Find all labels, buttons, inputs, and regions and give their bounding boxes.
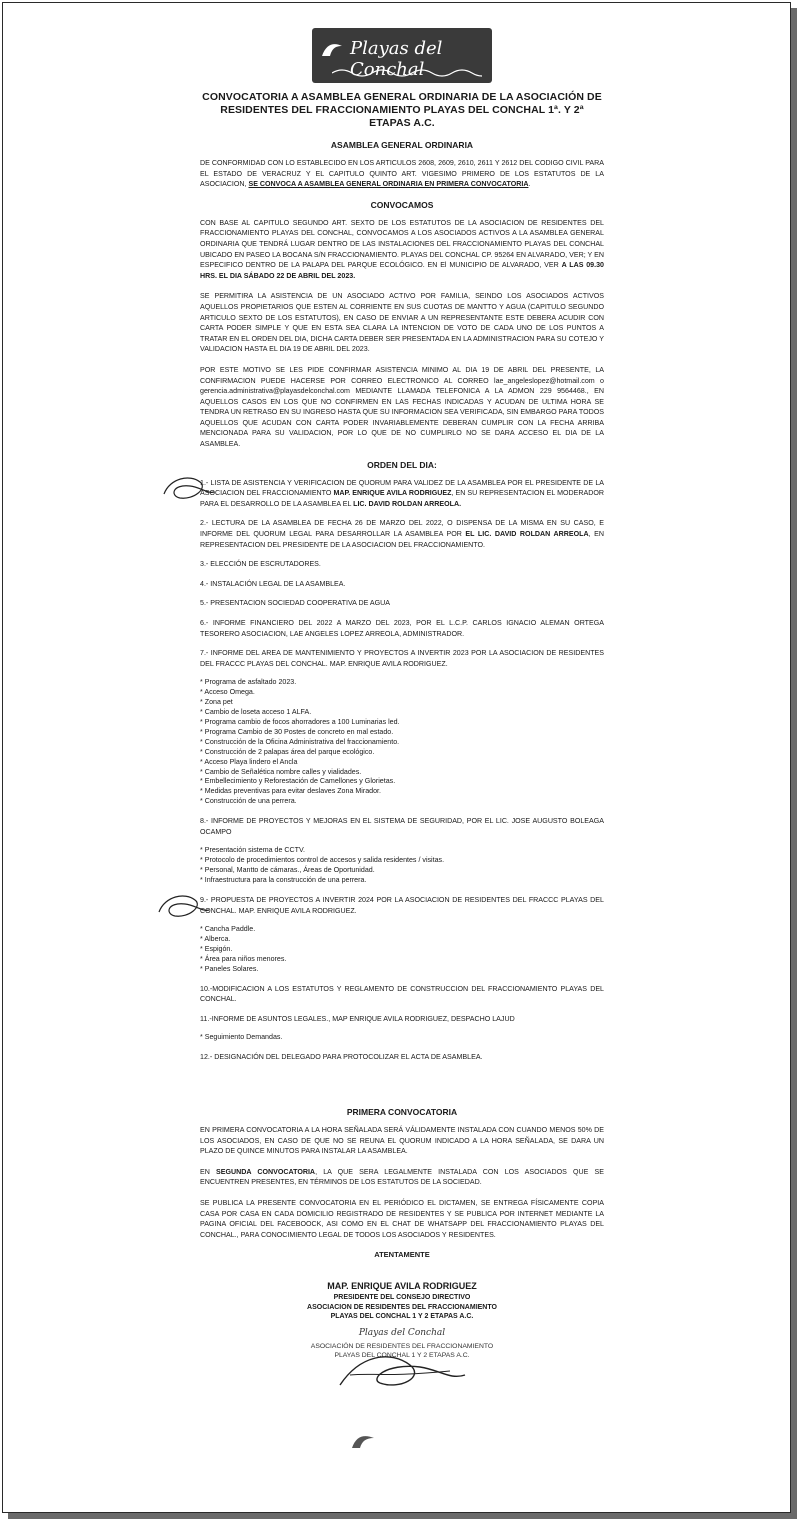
agenda-item-5: 5.- PRESENTACION SOCIEDAD COOPERATIVA DE AGUA	[200, 599, 390, 608]
agenda-item-8-bullets	[200, 846, 604, 886]
agenda-item-7: 7.- INFORME DEL AREA DE MANTENIMIENTO Y PROYECTOS A INVERTIR 2023 POR LA ASOCIACION DE RESIDENTES DEL FRACCC PLAYAS DEL CONCHAL. MAP. ENRIQUE AVILA RODRIGUEZ.	[200, 649, 604, 668]
stamp-line-2: PLAYAS DEL CONCHAL 1 Y 2 ETAPAS A.C.	[334, 1351, 470, 1359]
list-item: * Paneles Solares.	[200, 965, 604, 975]
logo-text: Playas del Conchal	[350, 38, 443, 80]
attentamente-label: ATENTAMENTE	[374, 1250, 430, 1260]
list-item: * Construcción de la Oficina Administrativa del fraccionamiento.	[200, 738, 604, 748]
document-page	[200, 20, 604, 1360]
paragraph-asistencia: SE PERMITIRA LA ASISTENCIA DE UN ASOCIADO ACTIVO POR FAMILIA, SEINDO LOS ASOCIADOS ACTIVOS AQUELLOS PROPIETARIOS QUE ESTEN AL CORRIENTE EN SUS CUOTAS DE MANTTO Y AGUA (CAPITULO SEGUNDO ARTICULO SEXTO DE LOS ESTATUTOS), EN CASO DE ENVIAR A UN REPRESENTANTE ESTE DEBERA ACUDIR CON CARTA PODER SIMPLE Y QUE EN ESTA SEA CLARA LA INTENCION DE VOTO DE CADA UNO DE LOS PUNTOS A TRATAR EN EL ORDEN DEL DIA, DICHA CARTA DEBER SER PRESENTADA EN LA ADMINISTRACION PARA SU COTEJO Y VALIDACION HASTA EL DIA 19 DE ABRIL DEL 2023.	[200, 292, 604, 354]
pelican-icon	[320, 38, 344, 62]
signatory-name: MAP. ENRIQUE AVILA RODRIGUEZ	[327, 1281, 477, 1292]
main-signature-icon	[330, 1345, 470, 1395]
agenda-item-6: 6.- INFORME FINANCIERO DEL 2022 A MARZO DEL 2023, POR EL L.C.P. CARLOS IGNACIO ALEMAN ORTEGA TESORERO ASOCIACION, LAE ANGELES LOPEZ ARREOLA, ADMINISTRADOR.	[200, 619, 604, 638]
agenda-item-9: 9.- PROPUESTA DE PROYECTOS A INVERTIR 2024 POR LA ASOCIACION DE RESIDENTES DEL FRACCC PLAYAS DEL CONCHAL. MAP. ENRIQUE AVILA RODRIGUEZ.	[200, 895, 604, 915]
agenda-item-11-bullets	[200, 1033, 604, 1043]
list-item: * Programa Cambio de 30 Postes de concreto en mal estado.	[200, 728, 604, 738]
signatory-title: PRESIDENTE DEL CONSEJO DIRECTIVO	[333, 1294, 471, 1302]
agenda-item-11: 11.-INFORME DE ASUNTOS LEGALES., MAP ENRIQUE AVILA RODRIGUEZ, DESPACHO LAJUD	[200, 1014, 515, 1023]
list-item: * Medidas preventivas para evitar deslaves Zona Mirador.	[200, 787, 604, 797]
signatory-organization: ASOCIACION DE RESIDENTES DEL FRACCIONAMIENTO	[307, 1303, 497, 1311]
list-item: * Alberca.	[200, 935, 604, 945]
initials-signature-icon	[160, 472, 216, 504]
paragraph-primera-convocatoria: EN PRIMERA CONVOCATORIA A LA HORA SEÑALADA SERÁ VÁLIDAMENTE INSTALADA CON CUANDO MENOS 50% DE LOS ASOCIADOS, EN CASO DE QUE NO SE REUNA EL QUORUM INDICADO A LA HORA SEÑALADA, SE DARA UN PLAZO DE QUINCE MINUTOS PARA INSTALAR LA ASAMBLEA.	[200, 1125, 604, 1156]
paragraph-segunda-convocatoria: EN SEGUNDA CONVOCATORIA, LA QUE SERA LEGALMENTE INSTALADA CON LOS ASOCIADOS QUE SE ENCUENTREN PRESENTES, EN TÉRMINOS DE LOS ESTATUTOS DE LA SOCIEDAD.	[200, 1167, 604, 1187]
list-item: * Infraestructura para la construcción de una perrera.	[200, 876, 604, 886]
heading-primera-convocatoria: PRIMERA CONVOCATORIA	[346, 1106, 458, 1117]
list-item: * Acceso Playa lindero el Ancla	[200, 758, 604, 768]
logo-playas-del-conchal	[312, 28, 492, 83]
signature-block	[200, 1250, 604, 1360]
heading-asamblea: ASAMBLEA GENERAL ORDINARIA	[330, 140, 474, 150]
signatory-organization-2: PLAYAS DEL CONCHAL 1 Y 2 ETAPAS A.C.	[330, 1313, 474, 1321]
list-item: * Cambio de loseta acceso 1 ALFA.	[200, 708, 604, 718]
agenda-item-12: 12.- DESIGNACIÓN DEL DELEGADO PARA PROTOCOLIZAR EL ACTA DE ASAMBLEA.	[200, 1053, 483, 1062]
stamp-pelican-icon	[350, 1432, 376, 1452]
paragraph-convocamos: CON BASE AL CAPITULO SEGUNDO ART. SEXTO DE LOS ESTATUTOS DE LA ASOCIACION DE RESIDENTES DEL FRACCIONAMIENTO PLAYAS DEL CONCHAL, CONVOCAMOS A LOS ASOCIADOS ACTIVOS A LA ASAMBLEA GENERAL ORDINARIA QUE TENDRÁ LUGAR DENTRO DE LAS INSTALACIONES DEL FRACCIONAMIENTO PLAYAS DEL CONCHAL UBICADO EN PASEO LA BOCANA S/N FRACCIONAMIENTO. PLAYAS DEL CONCHAL CP. 95264 EN ALVARADO, VER; Y EN ESPECIFICO DENTRO DE LA PALAPA DEL PARQUE ECOLÓGICO. EN El MUNICIPIO DE ALVARADO, VER A LAS 09.30 HRS. EL DIA SÁBADO 22 DE ABRIL DEL 2023.	[200, 218, 604, 280]
agenda-item-7-bullets	[200, 678, 604, 807]
list-item: * Programa cambio de focos ahorradores a 100 Luminarias led.	[200, 718, 604, 728]
agenda-item-8: 8.- INFORME DE PROYECTOS Y MEJORAS EN EL SISTEMA DE SEGURIDAD, POR EL LIC. JOSE AUGUSTO BOLEAGA OCAMPO	[200, 817, 604, 836]
heading-convocamos: CONVOCAMOS	[370, 199, 434, 210]
agenda-item-1: 1.- LISTA DE ASISTENCIA Y VERIFICACION DE QUORUM PARA VALIDEZ DE LA ASAMBLEA POR EL PRESIDENTE DE LA ASOCIACION DEL FRACCIONAMIENTO MAP. ENRIQUE AVILA RODRIGUEZ, EN SU REPRESENTACION EL MODERADOR PARA EL DESARROLLO DE LA ASAMBLEA EL LIC. DAVID ROLDAN ARREOLA.	[200, 478, 604, 508]
list-item: * Cancha Paddle.	[200, 925, 604, 935]
agenda-item-2: 2.- LECTURA DE LA ASAMBLEA DE FECHA 26 DE MARZO DEL 2022, O DISPENSA DE LA MISMA EN SU CASO, E INFORME DEL QUORUM LEGAL PARA DESARROLLAR LA ASAMBLEA POR EL LIC. DAVID ROLDAN ARREOLA, EN REPRESENTACION DEL PRESIDENTE DE LA ASOCIACION DEL FRACCIONAMIENTO.	[200, 519, 605, 549]
agenda-item-3: 3.- ELECCIÓN DE ESCRUTADORES.	[200, 560, 321, 569]
initials-signature-icon	[155, 890, 211, 922]
stamp-line-1: ASOCIACIÓN DE RESIDENTES DEL FRACCIONAMIENTO	[310, 1342, 494, 1350]
list-item: * Zona pet	[200, 698, 604, 708]
paragraph-confirmacion: POR ESTE MOTIVO SE LES PIDE CONFIRMAR ASISTENCIA MINIMO AL DIA 19 DE ABRIL DEL PRESENTE, LA CONFIRMACION PUEDE HACERSE POR CORREO ELECTRONICO AL CORREO lae_angeleslopez@hotmail.com o gerencia.administrativa@playasdelconchal.com MEDIANTE LLAMADA TELEFONICA A LA ADMON 229 9564468., EN AQUELLOS CASOS EN LOS QUE NO CONFIRMEN EN LAS FECHAS INDICADAS Y ACUDAN DE ULTIMA HORA SE TENDRA UN RETRASO EN SU INGRESO HASTA QUE SU INFORMACION SEA VERIFICADA, SIN EMBARGO PARA TODOS AQUELLOS QUE ACUDAN CON CARTA PODER INVARIABLEMENTE DEBERAN CUMPLIR CON LA FECHA ARRIBA MENCIONADA PARA SU VALIDACION, POR LO QUE DE NO CUMPLIRLO NO SE DARA ACCESO EL DIA DE LA ASAMBLEA.	[200, 365, 604, 449]
list-item: * Área para niños menores.	[200, 955, 604, 965]
list-item: * Embellecimiento y Reforestación de Camellones y Glorietas.	[200, 777, 604, 787]
list-item: * Acceso Omega.	[200, 688, 604, 698]
paragraph-publicacion: SE PUBLICA LA PRESENTE CONVOCATORIA EN EL PERIÓDICO EL DICTAMEN, SE ENTREGA FÍSICAMENTE COPIA CASA POR CASA EN CADA DOMICILIO REGISTRADO DE RESIDENTES Y SE PUBLICA POR INTERNET MEDIANTE LA PAGINA OFICIAL DEL FACEBOOCK, ASI COMO EN EL CHAT DE WHATSAPP DEL FRACCIONAMIENTO PLAYAS DEL CONCHAL., PARA CONOCIMIENTO LEGAL DE TODOS LOS ASOCIADOS Y RESIDENTES.	[200, 1198, 604, 1239]
list-item: * Protocolo de procedimientos control de accesos y salida residentes / visitas.	[200, 856, 604, 866]
list-item: * Construcción de una perrera.	[200, 797, 604, 807]
list-item: * Programa de asfaltado 2023.	[200, 678, 604, 688]
paragraph-conformidad: DE CONFORMIDAD CON LO ESTABLECIDO EN LOS ARTICULOS 2608, 2609, 2610, 2611 Y 2612 DEL CODIGO CIVIL PARA EL ESTADO DE VERACRUZ Y EL CAPITULO QUINTO ART. VIGESIMO PRIMERO DE LOS ESTATUTOS DE LA ASOCIACION, SE CONVOCA A ASAMBLEA GENERAL ORDINARIA EN PRIMERA CONVOCATORIA.	[200, 159, 604, 189]
heading-orden-del-dia: ORDEN DEL DIA:	[367, 459, 437, 470]
list-item: * Construcción de 2 palapas área del parque ecológico.	[200, 748, 604, 758]
agenda-item-9-bullets	[200, 925, 604, 975]
wave-icon	[332, 65, 482, 77]
stamp-logo: Playas del Conchal	[358, 1327, 446, 1338]
agenda-item-4: 4.- INSTALACIÓN LEGAL DE LA ASAMBLEA.	[200, 579, 346, 588]
list-item: * Cambio de Señalética nombre calles y vialidades.	[200, 768, 604, 778]
document-title: CONVOCATORIA A ASAMBLEA GENERAL ORDINARIA DE LA ASOCIACIÓN DE RESIDENTES DEL FRACCIONAMIENTO PLAYAS DEL CONCHAL 1ª. Y 2ª ETAPAS A.C.	[202, 91, 602, 129]
list-item: * Espigón.	[200, 945, 604, 955]
list-item: * Presentación sistema de CCTV.	[200, 846, 604, 856]
agenda-item-10: 10.-MODIFICACION A LOS ESTATUTOS Y REGLAMENTO DE CONSTRUCCION DEL FRACCIONAMIENTO PLAYAS DEL CONCHAL.	[200, 984, 604, 1004]
list-item: * Personal, Mantto de cámaras., Áreas de Oportunidad.	[200, 866, 604, 876]
list-item: * Seguimiento Demandas.	[200, 1033, 604, 1043]
